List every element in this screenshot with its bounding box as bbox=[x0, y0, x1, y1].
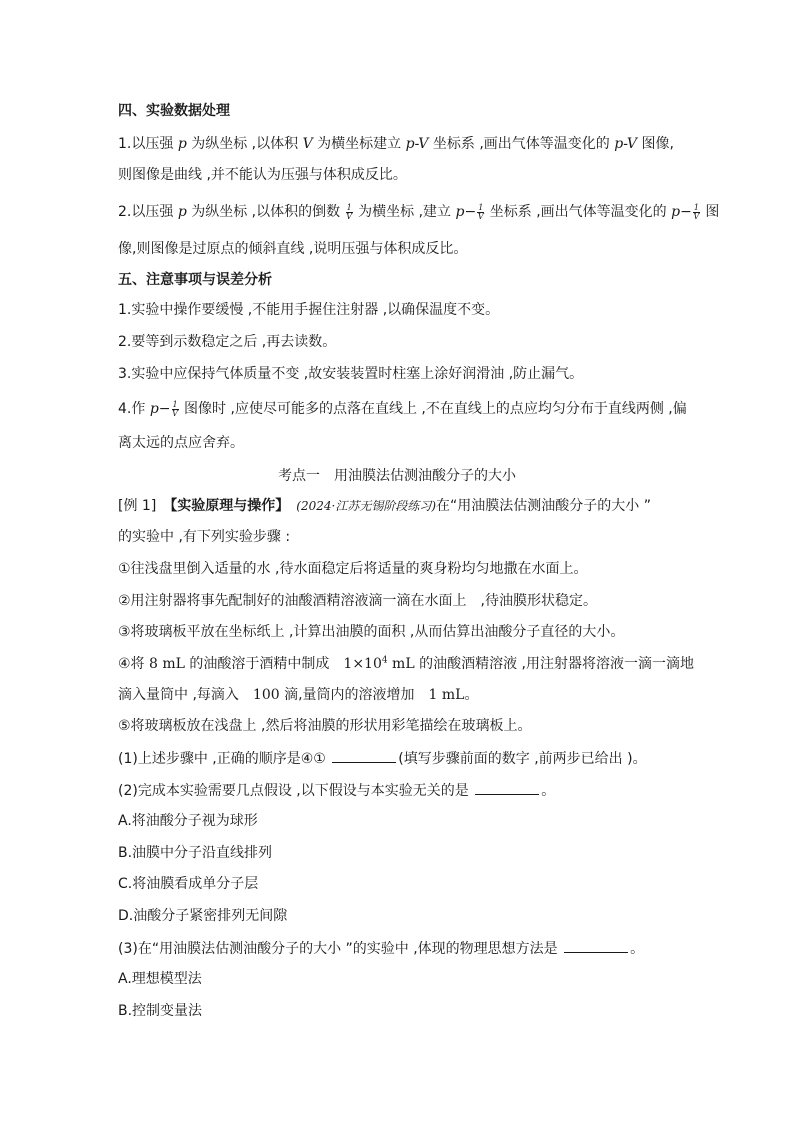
section-heading-data-processing: 四、实验数据处理 bbox=[118, 103, 230, 119]
fraction-one-over-v: $\frac{1}{V}$ bbox=[693, 202, 700, 221]
paragraph-2-line-2: 像,则图像是过原点的倾斜直线 ,说明压强与体积成反比。 bbox=[118, 241, 468, 257]
example-line-2: 的实验中 ,有下列实验步骤 : bbox=[118, 529, 291, 545]
option-3a: A.理想模型法 bbox=[118, 971, 202, 987]
option-2d: D.油酸分子紧密排列无间隙 bbox=[118, 908, 288, 924]
step-5: ⑤将玻璃板放在浅盘上 ,然后将油膜的形状用彩笔描绘在玻璃板上。 bbox=[118, 718, 532, 734]
question-2: (2)完成本实验需要几点假设 ,以下假设与本实验无关的是 。 bbox=[118, 780, 555, 801]
fraction-one-over-v: $\frac{1}{V}$ bbox=[346, 202, 353, 221]
step-4-line-2: 滴入量筒中 ,每滴入 100 滴,量筒内的溶液增加 1 mL。 bbox=[118, 687, 479, 703]
option-3b: B.控制变量法 bbox=[118, 1003, 203, 1019]
example-line-1: [例 1] 【实验原理与操作】 (2024·江苏无锡阶段练习)在“用油膜法估测油酸分子的大小 ” bbox=[118, 498, 651, 514]
fraction-one-over-v: $\frac{1}{V}$ bbox=[172, 399, 178, 418]
topic-heading: 考点一 用油膜法估测油酸分子的大小 bbox=[278, 468, 516, 484]
note-item-3: 3.实验中应保持气体质量不变 ,故安装装置时柱塞上涂好润滑油 ,防止漏气。 bbox=[118, 366, 584, 382]
note-item-1: 1.实验中操作要缓慢 ,不能用手握住注射器 ,以确保温度不变。 bbox=[118, 302, 500, 318]
section-heading-notes: 五、注意事项与误差分析 bbox=[118, 272, 272, 288]
fraction-one-over-v: $\frac{1}{V}$ bbox=[477, 202, 484, 221]
step-4-line-1: ④将 8 mL 的油酸溶于酒精中制成 $1\times 10^4$ mL 的油酸酒精溶液 ,用注射器将溶液一滴一滴地 bbox=[118, 655, 694, 672]
option-2b: B.油膜中分子沿直线排列 bbox=[118, 845, 273, 861]
answer-blank[interactable] bbox=[332, 748, 396, 763]
paragraph-1-line-2: 则图像是曲线 ,并不能认为压强与体积成反比。 bbox=[118, 167, 407, 183]
note-item-4-line-1: 4.作 p− $\frac{1}{V}$ 图像时 ,应使尽可能多的点落在直线上 ,不在直线上的点应均匀分布于直线两侧 ,偏 bbox=[118, 399, 687, 418]
option-2c: C.将油膜看成单分子层 bbox=[118, 876, 259, 892]
question-1: (1)上述步骤中 ,正确的顺序是④① (填写步骤前面的数字 ,前两步已给出 )。 bbox=[118, 748, 647, 769]
answer-blank[interactable] bbox=[475, 780, 539, 795]
step-1: ①往浅盘里倒入适量的水 ,待水面稳定后将适量的爽身粉均匀地撒在水面上。 bbox=[118, 561, 588, 577]
option-2a: A.将油酸分子视为球形 bbox=[118, 813, 258, 829]
step-3: ③将玻璃板平放在坐标纸上 ,计算出油膜的面积 ,从而估算出油酸分子直径的大小。 bbox=[118, 624, 625, 640]
answer-blank[interactable] bbox=[564, 938, 628, 953]
paragraph-1-line-1: 1.以压强 p 为纵坐标 ,以体积 V 为横坐标建立 p-V 坐标系 ,画出气体等温变化的 p-V 图像, bbox=[118, 136, 674, 152]
note-item-4-line-2: 离太远的点应舍弃。 bbox=[118, 435, 244, 451]
paragraph-2-line-1: 2.以压强 p 为纵坐标 ,以体积的倒数 $\frac{1}{V}$ 为横坐标 ,建立 p− $\frac{1}{V}$ 坐标系 ,画出气体等温变化的 p− $\frac{1}{V}$ 图 bbox=[118, 202, 720, 221]
question-3: (3)在“用油膜法估测油酸分子的大小 ”的实验中 ,体现的物理思想方法是 。 bbox=[118, 938, 644, 959]
note-item-2: 2.要等到示数稳定之后 ,再去读数。 bbox=[118, 334, 337, 350]
step-2: ②用注射器将事先配制好的油酸酒精溶液滴一滴在水面上 ,待油膜形状稳定。 bbox=[118, 593, 597, 609]
